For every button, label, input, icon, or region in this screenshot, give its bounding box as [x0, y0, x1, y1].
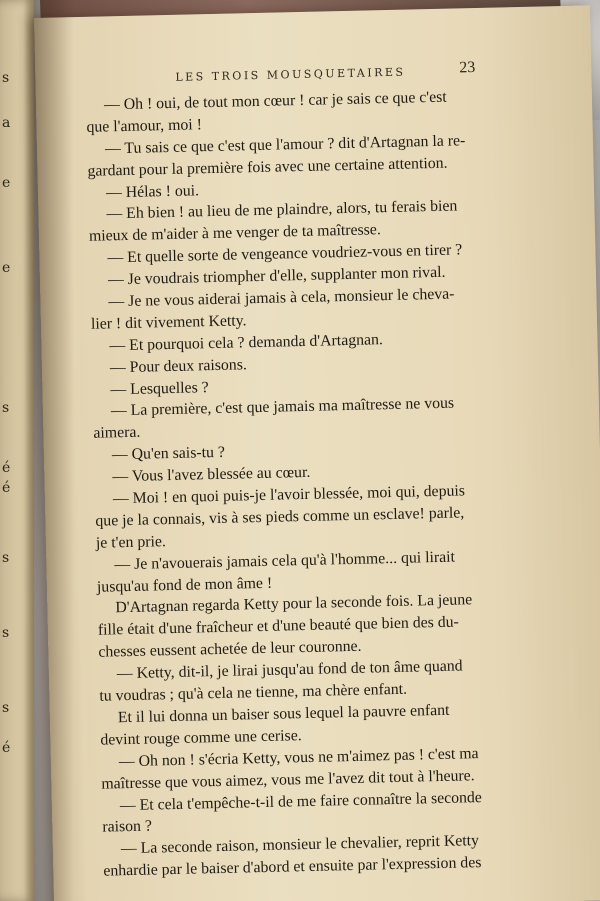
left-margin-letter: s	[2, 625, 10, 641]
text-line: — Hélas ! oui.	[105, 181, 200, 201]
left-margin-letter: é	[2, 480, 11, 496]
left-margin-letter: e	[2, 175, 11, 191]
text-line: fille était d'une fraîcheur et d'une beauté que bien des du-	[97, 613, 459, 640]
left-margin-letter: é	[2, 740, 11, 756]
text-line: — Oh non ! s'écria Ketty, vous ne m'aimez pas ! c'est ma	[118, 744, 479, 770]
text-line: — Ketty, dit-il, je lirai jusqu'au fond de ton âme quand	[116, 657, 463, 683]
left-margin-letter: s	[2, 550, 10, 566]
text-line: — La seconde raison, monsieur le chevalier, reprit Ketty	[120, 832, 480, 858]
left-margin-letter: a	[2, 115, 11, 131]
text-line: gardant pour la première fois avec une certaine attention.	[87, 154, 448, 180]
text-line: mieux de m'aider à me venger de ta maîtresse.	[88, 221, 381, 246]
text-line: je t'en prie.	[95, 532, 167, 552]
text-line: jusqu'au fond de mon âme !	[96, 574, 273, 596]
text-line: — Vous l'avez blessée au cœur.	[112, 463, 311, 486]
text-line: devint rouge comme une cerise.	[100, 726, 302, 749]
text-line: — La première, c'est que jamais ma maîtresse ne vous	[110, 395, 455, 420]
text-line: — Eh bien ! au lieu de me plaindre, alors, tu ferais bien	[106, 197, 458, 223]
text-line: enhardie par le baiser d'abord et ensuite par l'expression des	[103, 854, 482, 880]
text-line: raison ?	[102, 817, 153, 837]
left-page-edge	[0, 0, 34, 901]
text-line: — Tu sais ce que c'est que l'amour ? dit d'Artagnan la re-	[104, 132, 466, 158]
left-margin-letter: s	[2, 70, 10, 86]
text-line: que l'amour, moi !	[86, 116, 203, 136]
book-page	[34, 5, 600, 901]
text-line: lier ! dit vivement Ketty.	[90, 312, 247, 333]
page-text	[86, 84, 574, 883]
text-line: — Et quelle sorte de vengeance voudriez-vous en tirer ?	[107, 241, 463, 267]
text-line: maîtresse que vous aimez, vous me l'avez dit tout à l'heure.	[101, 766, 475, 793]
text-line: — Moi ! en quoi puis-je l'avoir blessée, moi qui, depuis	[112, 482, 466, 508]
text-line: — Lesquelles ?	[110, 378, 209, 398]
page-number: 23	[459, 59, 476, 77]
left-margin-letter: e	[2, 260, 11, 276]
running-title: LES TROIS MOUSQUETAIRES	[175, 65, 406, 84]
left-margin-letter: s	[2, 700, 10, 716]
text-line: chesses eussent achetée de leur couronne.	[98, 637, 362, 661]
text-line: — Qu'en sais-tu ?	[111, 444, 226, 464]
text-line: que je la connais, vis à ses pieds comme un esclave! parle,	[95, 504, 465, 530]
text-line: — Et cela t'empêche-t-il de me faire connaître la seconde	[119, 788, 483, 814]
text-line: Et il lui donna un baiser sous lequel la pauvre enfant	[117, 701, 450, 727]
left-margin-letter: é	[2, 460, 11, 476]
left-margin-letter: s	[2, 400, 10, 416]
text-line: — Et pourquoi cela ? demanda d'Artagnan.	[109, 330, 384, 355]
text-line: — Je voudrais triompher d'elle, supplanter mon rival.	[107, 263, 446, 289]
text-line: — Je n'avouerais jamais cela qu'à l'homme... qui lirait	[114, 548, 456, 574]
text-line: D'Artagnan regarda Ketty pour la seconde fois. La jeune	[115, 591, 473, 617]
text-line: tu voudras ; qu'à cela ne tienne, ma chère enfant.	[99, 680, 408, 705]
text-line: — Je ne vous aiderai jamais à cela, monsieur le cheva-	[108, 285, 455, 311]
text-line: — Pour deux raisons.	[109, 355, 248, 377]
text-line: — Oh ! oui, de tout mon cœur ! car je sais ce que c'est	[103, 88, 447, 114]
text-line: aimera.	[93, 424, 141, 443]
